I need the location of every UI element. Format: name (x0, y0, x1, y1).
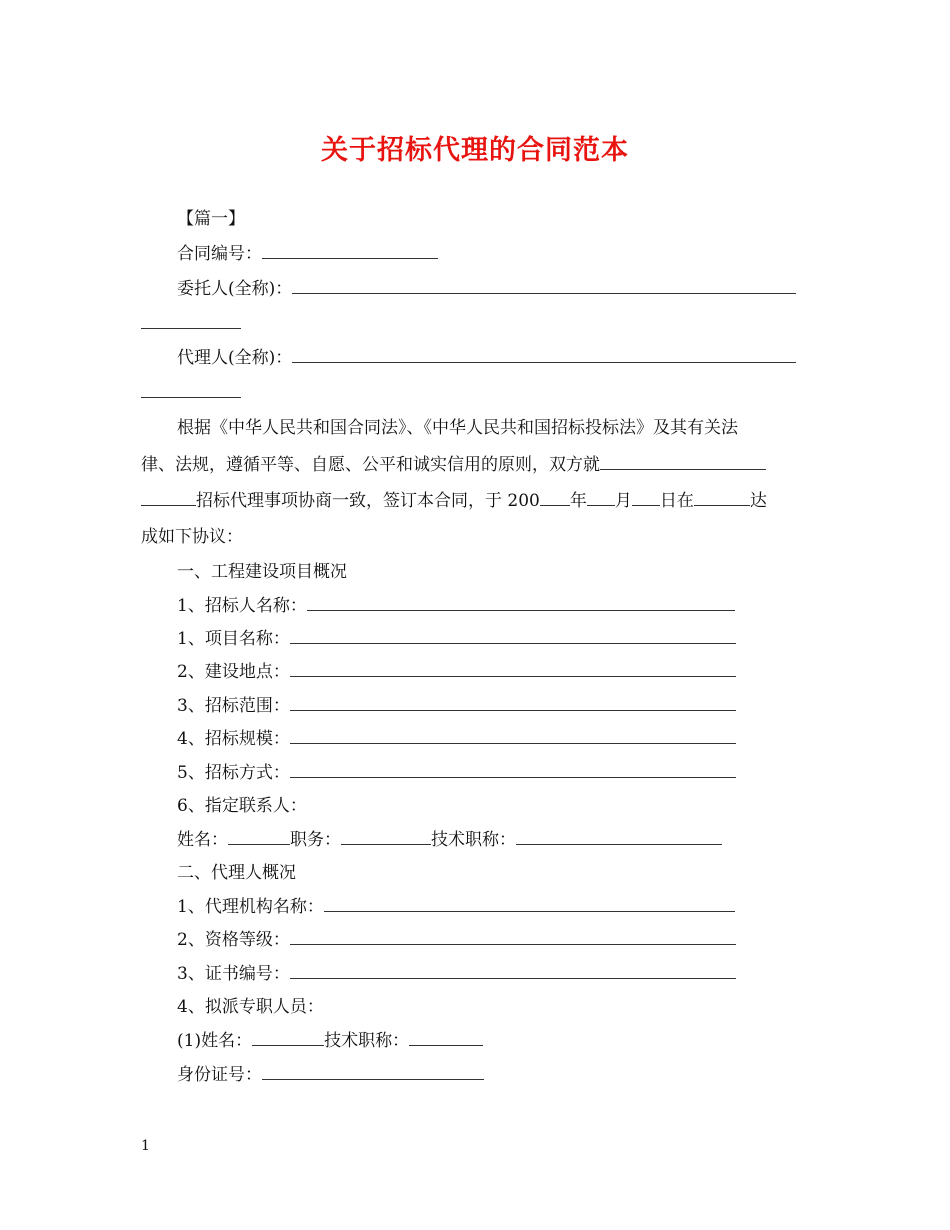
id-label: 身份证号： (177, 1065, 262, 1085)
year-blank[interactable] (540, 491, 570, 506)
para-2-text: 律、法规，遵循平等、自愿、公平和诚实信用的原则，双方就 (141, 455, 600, 475)
document-title: 关于招标代理的合同范本 (321, 135, 629, 166)
sec1-item-line (177, 728, 736, 750)
sec2-item-line (177, 929, 736, 951)
sec1-item-blank[interactable] (290, 763, 736, 778)
tech-title-label: 技术职称： (431, 830, 516, 850)
staff1-name-label: (1)姓名： (177, 1031, 253, 1051)
sec1-item-line (177, 595, 735, 617)
sec1-item-label: 1、招标人名称： (177, 596, 307, 616)
sec2-item-blank[interactable] (290, 964, 736, 979)
sec1-item-label: 2、建设地点： (177, 662, 290, 682)
sec2-item-label: 3、证书编号： (177, 964, 290, 984)
position-blank[interactable] (341, 830, 431, 845)
sec1-item-blank[interactable] (290, 729, 736, 744)
name-label: 姓名： (177, 830, 228, 850)
staff-label: 4、拟派专职人员： (177, 997, 324, 1017)
para-3-day: 日在 (659, 491, 694, 511)
para-3-month: 月 (614, 491, 632, 511)
agent-line-cont (141, 382, 241, 404)
id-blank[interactable] (262, 1065, 484, 1080)
contract-no-line (177, 243, 438, 265)
sec1-item-label: 1、项目名称： (177, 629, 290, 649)
para-3-text-a: 招标代理事项协商一致，签订本合同，于 200 (196, 491, 540, 511)
matter-blank-cont[interactable] (141, 491, 196, 506)
para-line-1: 根据《中华人民共和国合同法》、《中华人民共和国招标投标法》及其有关法 (177, 418, 738, 438)
client-blank[interactable] (292, 279, 796, 294)
sec2-item-label: 2、资格等级： (177, 930, 290, 950)
sec1-item-blank[interactable] (290, 696, 736, 711)
sec2-item-line (177, 896, 735, 918)
position-label: 职务： (290, 830, 341, 850)
sec1-item-blank[interactable] (290, 629, 736, 644)
client-blank-cont[interactable] (141, 314, 241, 329)
sec2-item-line (177, 963, 736, 985)
sec1-item-line (177, 628, 736, 650)
sec2-item-blank[interactable] (290, 930, 736, 945)
name-blank[interactable] (228, 830, 290, 845)
contract-no-label: 合同编号： (177, 244, 262, 264)
sec1-item-label: 5、招标方式： (177, 763, 290, 783)
para-line-4: 成如下协议： (141, 527, 243, 547)
contact-label: 6、指定联系人： (177, 796, 307, 816)
matter-blank[interactable] (600, 455, 766, 470)
agent-blank-cont[interactable] (141, 383, 241, 398)
sec2-item-blank[interactable] (324, 897, 735, 912)
tech-title-blank[interactable] (516, 830, 722, 845)
month-blank[interactable] (587, 491, 615, 506)
client-label: 委托人(全称)： (177, 279, 293, 299)
client-line-cont (141, 313, 241, 335)
sec1-item-line (177, 661, 736, 683)
sec1-item-blank[interactable] (290, 662, 736, 677)
staff1-line (177, 1030, 483, 1052)
sec1-item-blank[interactable] (307, 596, 735, 611)
para-line-2 (141, 454, 766, 476)
sec1-item-label: 3、招标范围： (177, 696, 290, 716)
para-3-year: 年 (569, 491, 587, 511)
staff1-title-blank[interactable] (409, 1031, 483, 1046)
agent-line (177, 347, 796, 369)
section-label: 【篇一】 (177, 209, 245, 229)
section-2-heading: 二、代理人概况 (177, 863, 296, 883)
sec1-item-line (177, 762, 736, 784)
section-1-heading: 一、工程建设项目概况 (177, 562, 347, 582)
para-3-end: 达 (749, 491, 767, 511)
day-blank[interactable] (632, 491, 660, 506)
para-line-3 (141, 490, 767, 512)
staff1-title-label: 技术职称： (324, 1031, 410, 1051)
sec1-item-line (177, 695, 736, 717)
agent-blank[interactable] (292, 348, 796, 363)
id-line (177, 1064, 484, 1086)
agent-label: 代理人(全称)： (177, 348, 293, 368)
sec1-item-label: 4、招标规模： (177, 729, 290, 749)
contact-line (177, 829, 722, 851)
page-number: 1 (141, 1138, 150, 1154)
staff1-name-blank[interactable] (252, 1031, 324, 1046)
client-line (177, 278, 796, 300)
contract-no-blank[interactable] (262, 244, 438, 259)
place-blank[interactable] (694, 491, 750, 506)
sec2-item-label: 1、代理机构名称： (177, 897, 324, 917)
